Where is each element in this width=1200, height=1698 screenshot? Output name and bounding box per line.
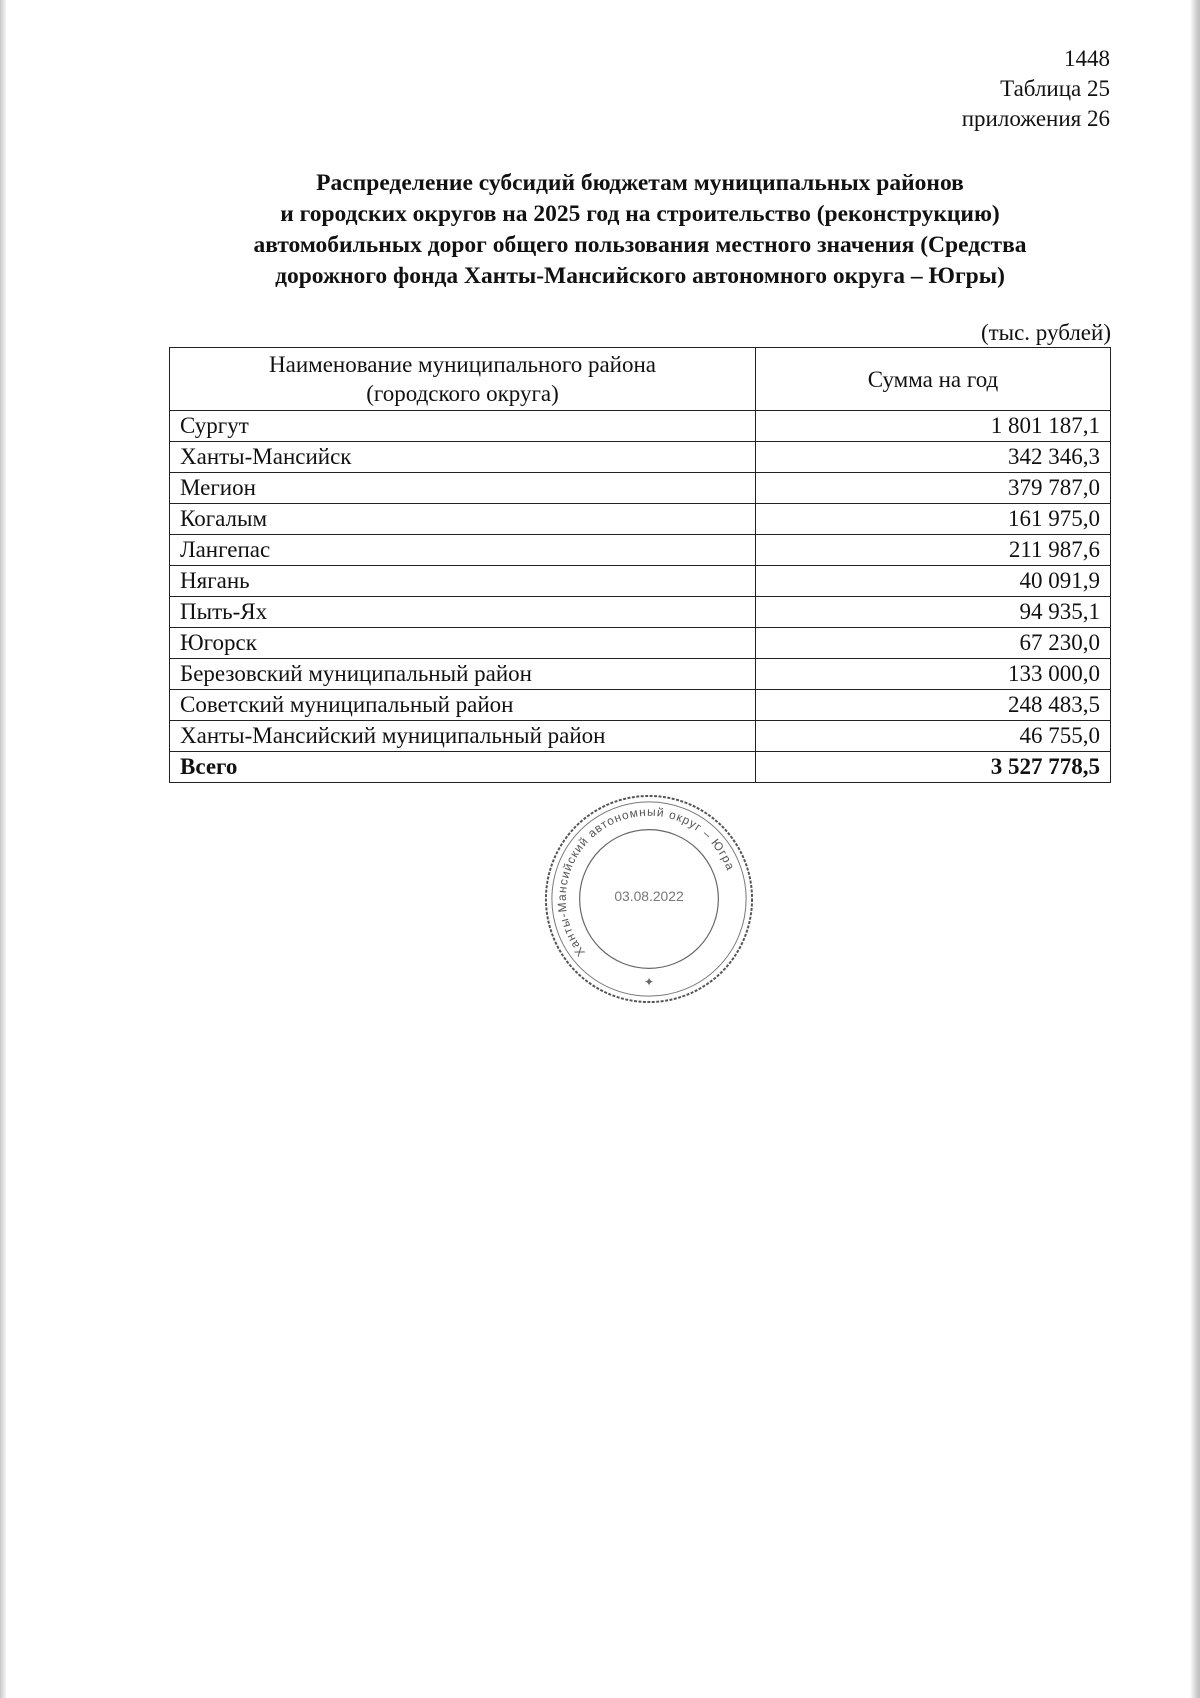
municipality-name-cell: Сургут (170, 411, 756, 442)
total-sum-cell: 3 527 778,5 (756, 752, 1111, 783)
municipality-name-cell: Мегион (170, 473, 756, 504)
table-row (170, 535, 1111, 566)
title-line: дорожного фонда Ханты-Мансийского автономного округа – Югры) (275, 263, 1005, 289)
seal-star-icon: ✦ (644, 975, 654, 990)
table-row (170, 721, 1111, 752)
column-header-sum: Сумма на год (756, 348, 1111, 411)
table-row (170, 566, 1111, 597)
table-row (170, 411, 1111, 442)
table-body (170, 411, 1111, 783)
municipality-name-cell: Пыть-Ях (170, 597, 756, 628)
document-header (962, 44, 1110, 134)
table-row (170, 504, 1111, 535)
municipality-name-cell: Ханты-Мансийский муниципальный район (170, 721, 756, 752)
column-header-name-line1: Наименование муниципального района (269, 352, 656, 377)
municipality-name-cell: Когалым (170, 504, 756, 535)
sum-cell: 40 091,9 (756, 566, 1111, 597)
table-row (170, 628, 1111, 659)
document-title (160, 168, 1120, 292)
subsidy-table (169, 347, 1111, 783)
table-header-row (170, 348, 1111, 411)
units-label: (тыс. рублей) (980, 320, 1111, 345)
sum-cell: 161 975,0 (756, 504, 1111, 535)
table-row (170, 597, 1111, 628)
seal-ring-text: Ханты-Мансийский автономный округ – Югра (554, 804, 738, 960)
official-seal (540, 790, 758, 1008)
sum-cell: 46 755,0 (756, 721, 1111, 752)
sum-cell: 342 346,3 (756, 442, 1111, 473)
municipality-name-cell: Ханты-Мансийск (170, 442, 756, 473)
scan-edge-left (0, 0, 6, 1698)
table-row (170, 473, 1111, 504)
sum-cell: 94 935,1 (756, 597, 1111, 628)
table-row (170, 690, 1111, 721)
total-row (170, 752, 1111, 783)
title-line: Распределение субсидий бюджетам муниципальных районов (316, 170, 964, 196)
column-header-name-line2: (городского округа) (366, 381, 559, 406)
table-row (170, 659, 1111, 690)
column-header-name (170, 348, 756, 411)
title-line: автомобильных дорог общего пользования местного значения (Средства (253, 232, 1027, 258)
municipality-name-cell: Нягань (170, 566, 756, 597)
table-row (170, 442, 1111, 473)
total-label-cell: Всего (170, 752, 756, 783)
appendix-reference: приложения 26 (961, 106, 1110, 131)
municipality-name-cell: Югорск (170, 628, 756, 659)
municipality-name-cell: Березовский муниципальный район (170, 659, 756, 690)
table-reference: Таблица 25 (1000, 76, 1110, 101)
sum-cell: 211 987,6 (756, 535, 1111, 566)
sum-cell: 248 483,5 (756, 690, 1111, 721)
municipality-name-cell: Советский муниципальный район (170, 690, 756, 721)
seal-center-text: 03.08.2022 (614, 887, 684, 904)
sum-cell: 133 000,0 (756, 659, 1111, 690)
page-number: 1448 (1064, 46, 1110, 71)
scan-edge-right (1190, 0, 1200, 1698)
sum-cell: 1 801 187,1 (756, 411, 1111, 442)
title-line: и городских округов на 2025 год на строительство (реконструкцию) (280, 201, 1000, 227)
sum-cell: 379 787,0 (756, 473, 1111, 504)
sum-cell: 67 230,0 (756, 628, 1111, 659)
municipality-name-cell: Лангепас (170, 535, 756, 566)
